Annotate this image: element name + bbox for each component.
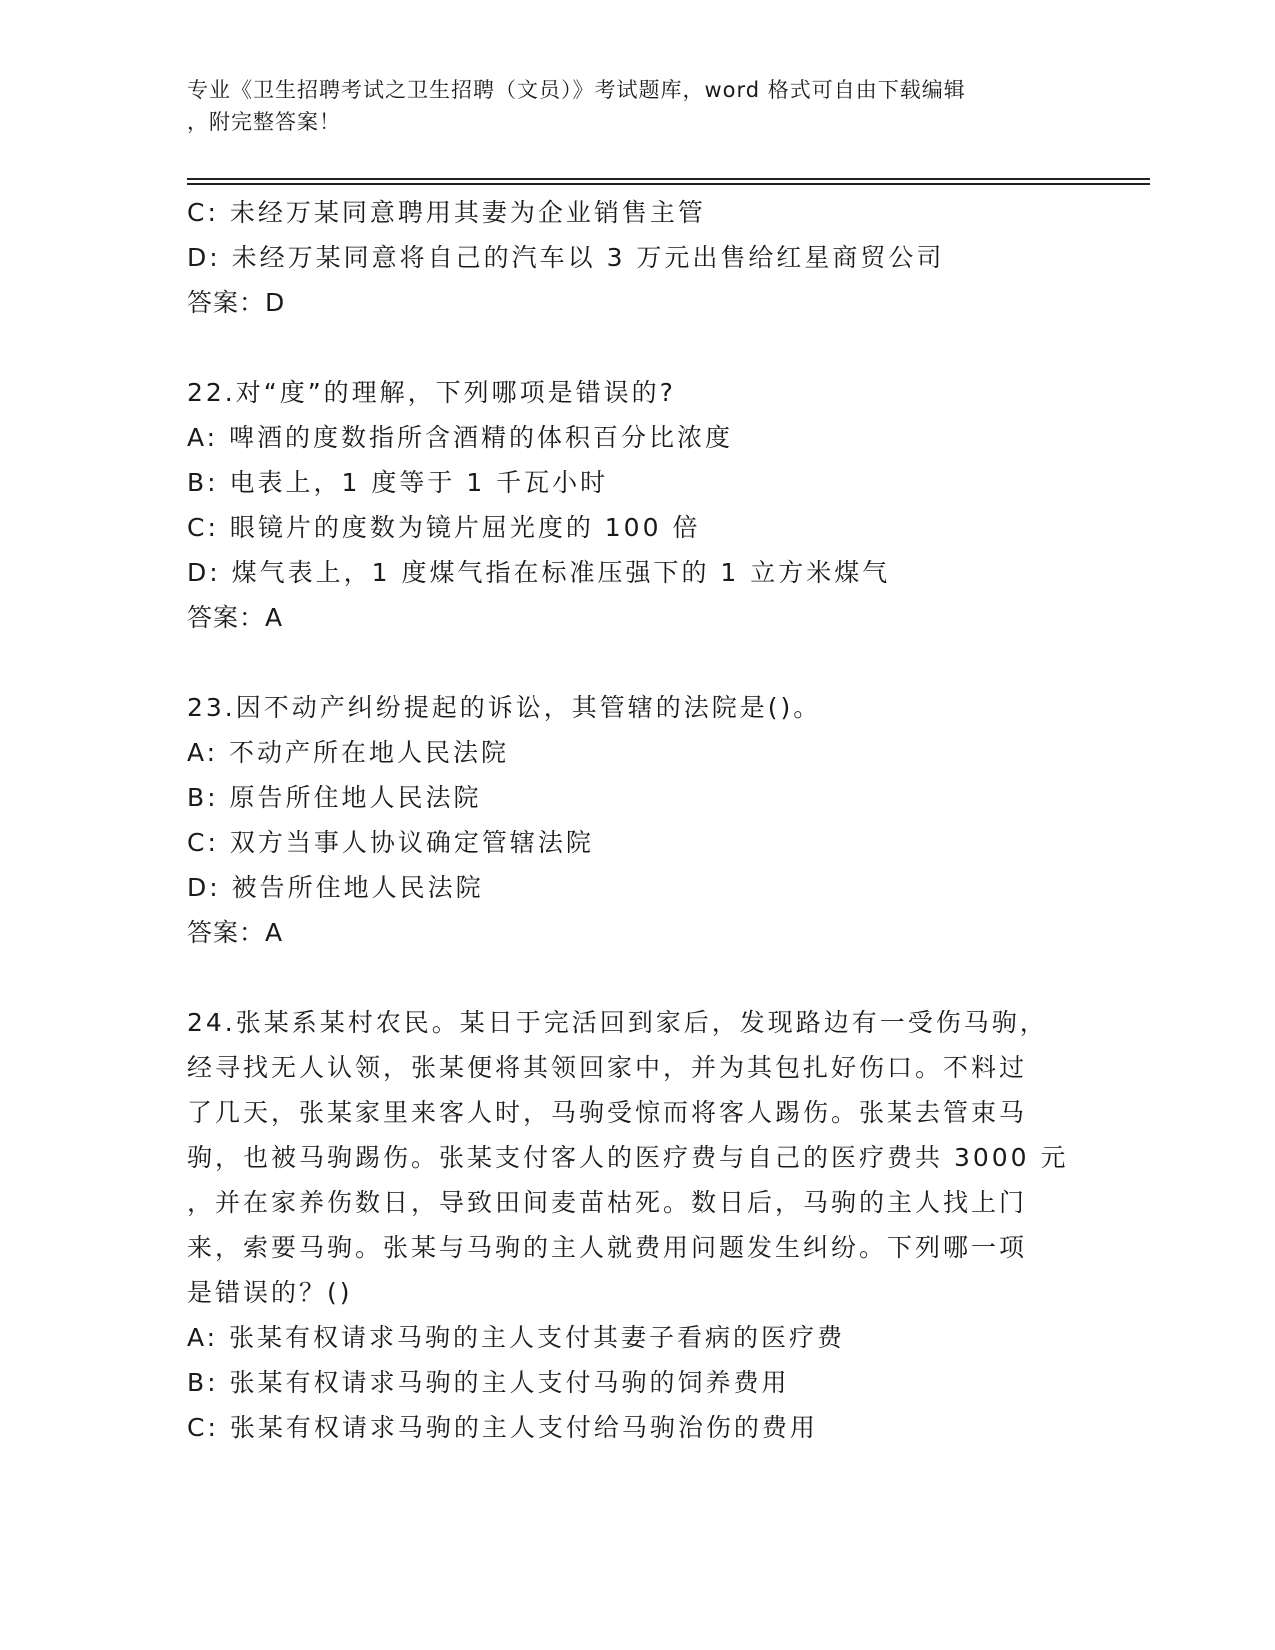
option-d: D: 未经万某同意将自己的汽车以 3 万元出售给红星商贸公司 xyxy=(187,243,945,272)
option-b: B: 电表上，1 度等于 1 千瓦小时 xyxy=(187,468,609,497)
answer: 答案：A xyxy=(187,918,284,947)
option-c: C: 眼镜片的度数为镜片屈光度的 100 倍 xyxy=(187,513,701,542)
option-c: C: 双方当事人协议确定管辖法院 xyxy=(187,828,594,857)
question-text: 22.对“度”的理解，下列哪项是错误的? xyxy=(187,378,676,407)
question-text-line: 了几天，张某家里来客人时，马驹受惊而将客人踢伤。张某去管束马 xyxy=(187,1098,1028,1127)
option-d: D: 被告所住地人民法院 xyxy=(187,873,484,902)
question-24 xyxy=(187,1000,1087,1450)
spacer xyxy=(187,325,1087,370)
question-content xyxy=(187,190,1087,1450)
question-21 xyxy=(187,190,1087,325)
question-22 xyxy=(187,370,1087,640)
question-text-line: 经寻找无人认领，张某便将其领回家中，并为其包扎好伤口。不料过 xyxy=(187,1053,1028,1082)
question-text-line: 是错误的？() xyxy=(187,1278,353,1307)
spacer xyxy=(187,640,1087,685)
header-line-2: ，附完整答案！ xyxy=(187,110,341,134)
question-text-line: ，并在家养伤数日，导致田间麦苗枯死。数日后，马驹的主人找上门 xyxy=(187,1188,1028,1217)
option-d: D: 煤气表上，1 度煤气指在标准压强下的 1 立方米煤气 xyxy=(187,558,891,587)
question-text: 23.因不动产纠纷提起的诉讼，其管辖的法院是()。 xyxy=(187,693,822,722)
option-a: A: 不动产所在地人民法院 xyxy=(187,738,510,767)
header-line-1: 专业《卫生招聘考试之卫生招聘（文员）》考试题库，word 格式可自由下载编辑 xyxy=(187,78,966,102)
question-23 xyxy=(187,685,1087,955)
header-rule-bottom xyxy=(187,183,1150,185)
option-b: B: 张某有权请求马驹的主人支付马驹的饲养费用 xyxy=(187,1368,790,1397)
option-b: B: 原告所住地人民法院 xyxy=(187,783,482,812)
spacer xyxy=(187,955,1087,1000)
option-a: A: 张某有权请求马驹的主人支付其妻子看病的医疗费 xyxy=(187,1323,846,1352)
question-text-line: 来，索要马驹。张某与马驹的主人就费用问题发生纠纷。下列哪一项 xyxy=(187,1233,1028,1262)
header-rule-top xyxy=(187,178,1150,180)
option-c: C: 张某有权请求马驹的主人支付给马驹治伤的费用 xyxy=(187,1413,818,1442)
option-a: A: 啤酒的度数指所含酒精的体积百分比浓度 xyxy=(187,423,734,452)
option-c: C: 未经万某同意聘用其妻为企业销售主管 xyxy=(187,198,706,227)
page-header xyxy=(187,74,1067,138)
answer: 答案：D xyxy=(187,288,286,317)
answer: 答案：A xyxy=(187,603,284,632)
question-text-line: 24.张某系某村农民。某日于完活回到家后，发现路边有一受伤马驹， xyxy=(187,1008,1048,1037)
question-text-line: 驹，也被马驹踢伤。张某支付客人的医疗费与自己的医疗费共 3000 元 xyxy=(187,1143,1069,1172)
